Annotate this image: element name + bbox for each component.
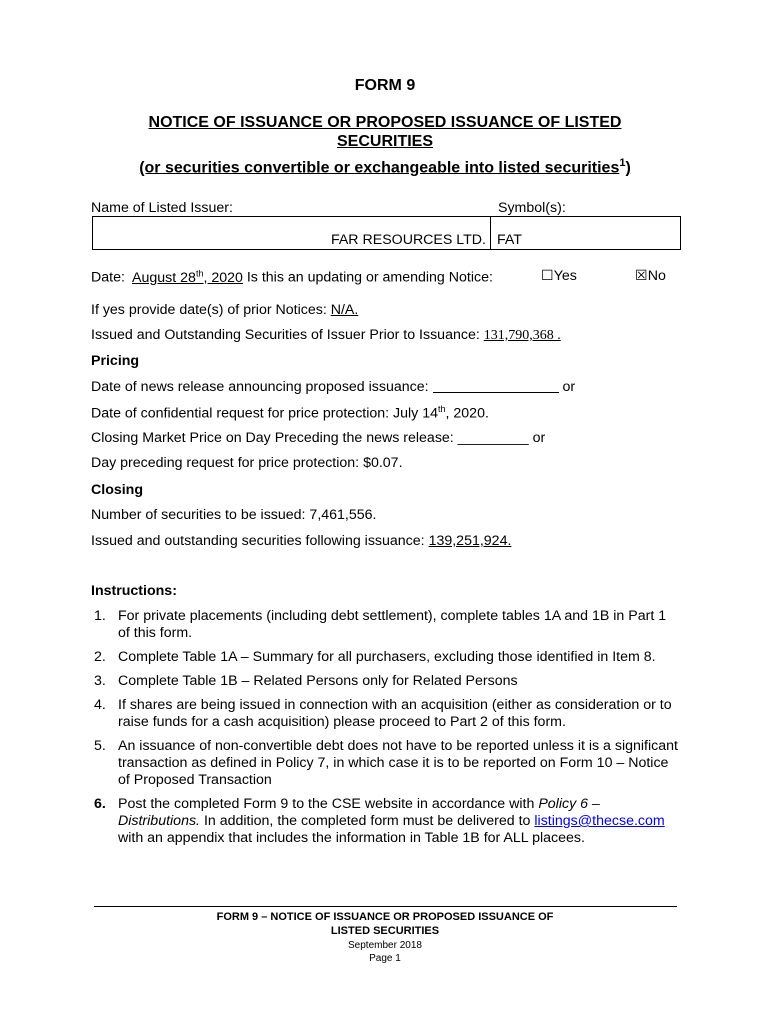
confidential-year: , 2020. (445, 405, 489, 422)
outstanding-prior (91, 327, 561, 344)
subtitle-close: ) (625, 159, 631, 177)
yes-label: Yes (553, 268, 577, 284)
closing-price-line: Closing Market Price on Day Preceding the news release: _________ or (91, 430, 546, 446)
no-option[interactable] (635, 268, 666, 284)
amend-question: Is this an updating or amending Notice: (246, 269, 493, 286)
footer-title-2: LISTED SECURITIES (330, 925, 440, 937)
no-checkbox[interactable]: ☒ (635, 268, 648, 284)
item6-text-b: In addition, the completed form must be delivered to (200, 813, 535, 829)
footer-title-1: FORM 9 – NOTICE OF ISSUANCE OR PROPOSED ISSUANCE OF (216, 911, 554, 923)
form-title: FORM 9 (354, 77, 416, 94)
confidential-line (91, 404, 489, 422)
subtitle (0, 157, 770, 177)
date-label: Date: (91, 269, 125, 286)
item-text: If shares are being issued in connection with an acquisition (either as consideration or to raise funds for a cash acquisition) please proceed to Part 2 of this form. (118, 697, 672, 730)
item-number: 1. (94, 608, 106, 624)
list-item (90, 649, 680, 666)
item-number: 6. (94, 796, 106, 812)
symbol-value: FAT (497, 232, 522, 248)
issuer-box-divider (490, 217, 491, 249)
yes-option[interactable] (541, 268, 577, 284)
issuer-name-value: FAR RESOURCES LTD. (330, 232, 486, 248)
list-item (90, 608, 680, 642)
outstanding-prior-label: Issued and Outstanding Securities of Issuer Prior to Issuance: (91, 327, 480, 343)
prior-notices-value: N/A. (330, 302, 359, 318)
symbol-label: Symbol(s): (498, 200, 566, 216)
subtitle-text: (or securities convertible or exchangeable into listed securities (139, 159, 620, 177)
day-preceding-line: Day preceding request for price protection: $0.07. (91, 455, 403, 471)
title-line-1: NOTICE OF ISSUANCE OR PROPOSED ISSUANCE OF LISTED (148, 114, 622, 131)
news-release-label: Date of news release announcing proposed issuance: (91, 379, 429, 395)
date-year: , 2020 (203, 269, 243, 286)
date-line (91, 268, 493, 286)
item-number: 2. (94, 649, 106, 665)
footer-date: September 2018 (348, 940, 422, 951)
yes-checkbox[interactable]: ☐ (541, 268, 554, 284)
outstanding-after-value: 139,251,924. (428, 533, 512, 549)
num-securities-line: Number of securities to be issued: 7,461,556. (91, 507, 377, 523)
issuer-box (92, 216, 681, 250)
date-value (132, 270, 243, 286)
prior-notices (91, 302, 358, 318)
list-item (90, 796, 680, 847)
news-release-blank[interactable] (433, 378, 559, 393)
page-number: Page 1 (369, 953, 401, 964)
outstanding-after-label: Issued and outstanding securities following issuance: (91, 533, 425, 549)
item6-text-a: Post the completed Form 9 to the CSE website in accordance with (118, 796, 539, 812)
pricing-heading: Pricing (91, 353, 140, 369)
item-text: Complete Table 1B – Related Persons only for Related Persons (118, 673, 518, 689)
no-label: No (647, 268, 666, 284)
item6-text-c: with an appendix that includes the information in Table 1B for ALL placees. (118, 830, 585, 846)
list-item (90, 738, 680, 789)
outstanding-prior-value: 131,790,368 . (483, 328, 561, 343)
title-line-2: SECURITIES (336, 133, 433, 150)
outstanding-after-line (91, 533, 511, 549)
issuer-name-label: Name of Listed Issuer: (91, 200, 233, 216)
news-release-or: or (562, 379, 576, 395)
list-item (90, 673, 680, 690)
item-text (118, 796, 665, 846)
news-release-line (91, 378, 575, 395)
item-text: An issuance of non-convertible debt does not have to be reported unless it is a significant transaction as defined in Policy 7, in which case it is to be reported on Form 10 – Notice of Proposed Transaction (118, 738, 678, 788)
email-link[interactable]: listings@thecse.com (534, 813, 665, 829)
item-number: 5. (94, 738, 106, 754)
item-text: For private placements (including debt settlement), complete tables 1A and 1B in Part 1 of this form. (118, 608, 667, 641)
item-number: 3. (94, 673, 106, 689)
instructions-list (90, 608, 680, 854)
date-suffix: th (195, 268, 204, 278)
date-main: August 28 (132, 269, 196, 286)
policy-reference: Policy 6 – Distributions. (118, 796, 600, 829)
footnote-marker: 1 (619, 157, 626, 169)
list-item (90, 697, 680, 731)
item-text: Complete Table 1A – Summary for all purchasers, excluding those identified in Item 8. (118, 649, 656, 665)
footer-divider (94, 906, 677, 907)
confidential-suffix: th (438, 404, 446, 414)
item-number: 4. (94, 697, 106, 713)
instructions-heading: Instructions: (91, 583, 177, 599)
confidential-label: Date of confidential request for price protection: July 14 (91, 405, 438, 422)
closing-heading: Closing (91, 482, 144, 498)
prior-notices-label: If yes provide date(s) of prior Notices: (91, 302, 327, 318)
